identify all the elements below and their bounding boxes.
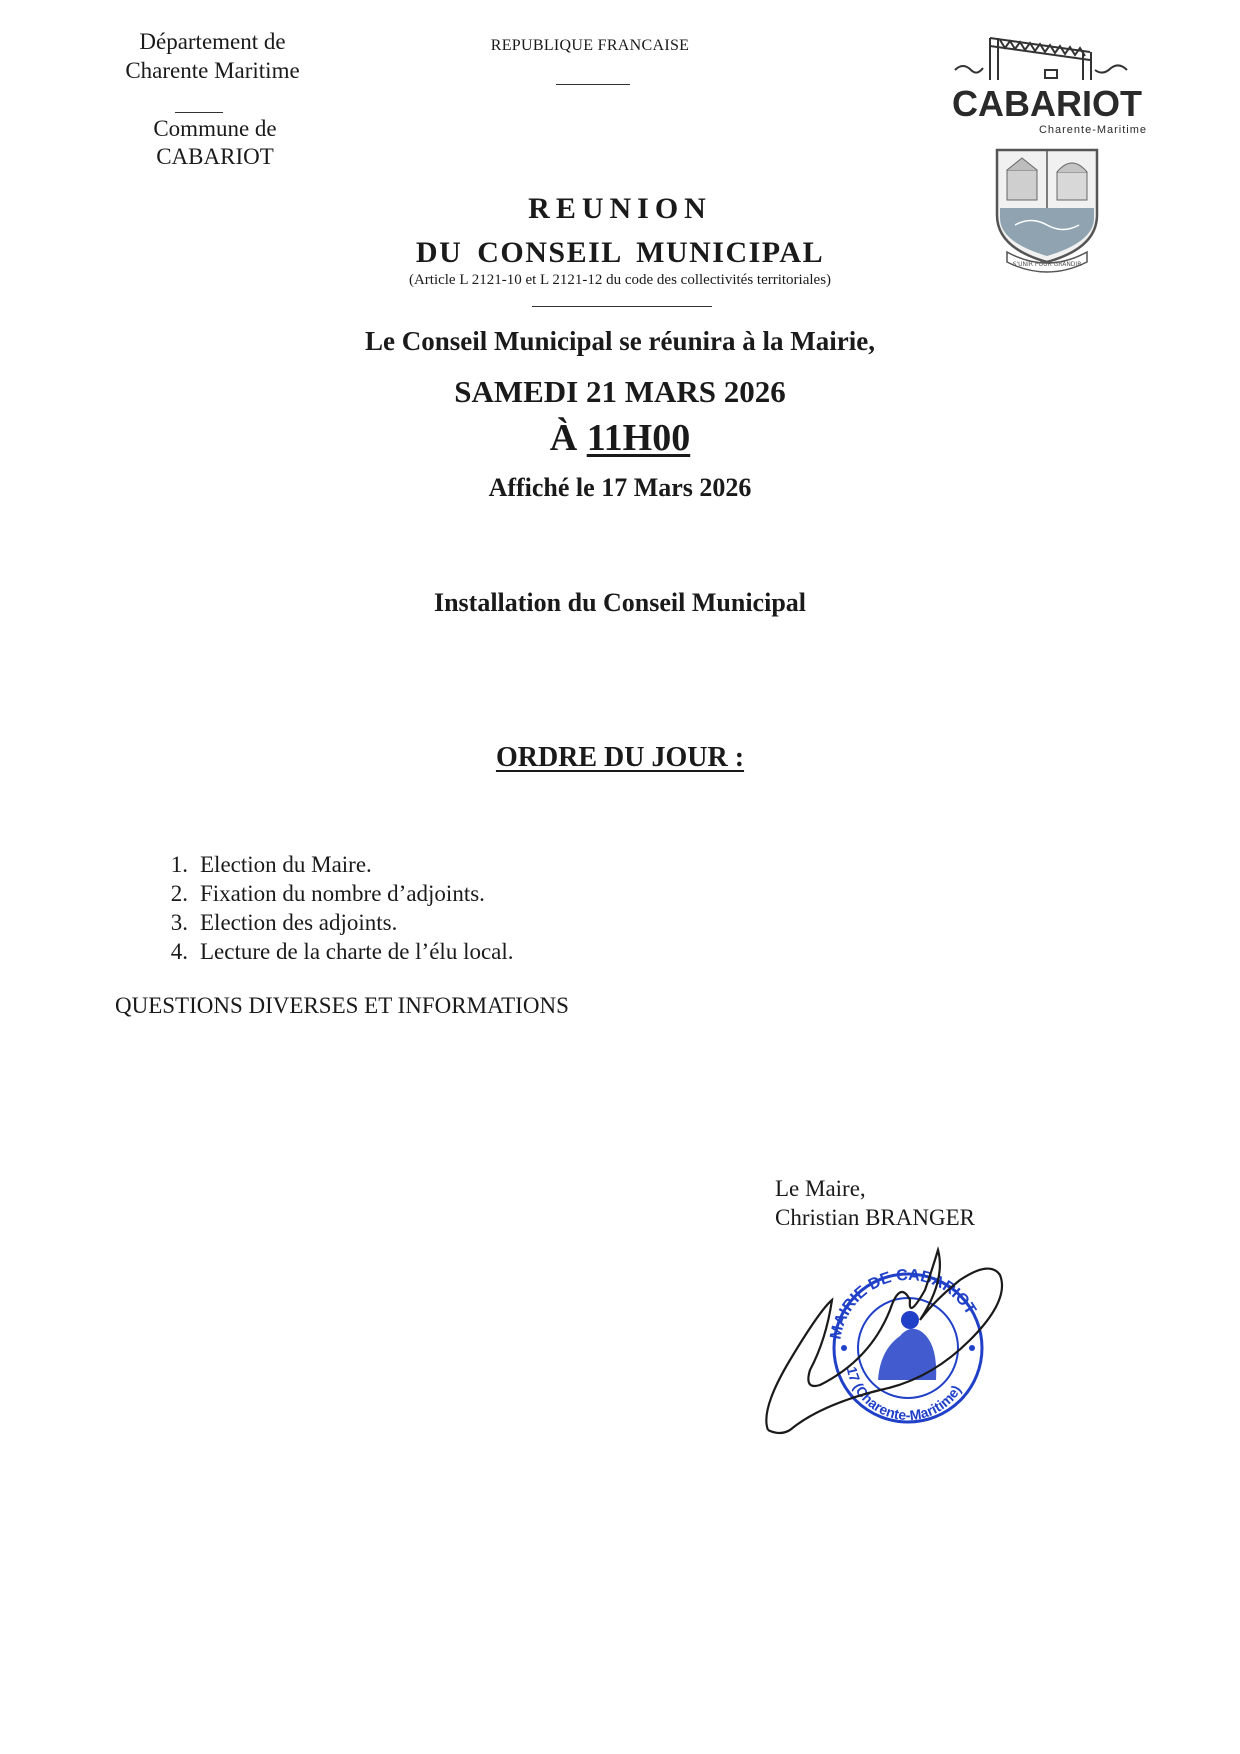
cabariot-logo	[945, 30, 1150, 280]
departement-label	[105, 27, 320, 85]
signatory	[775, 1174, 975, 1232]
agenda-heading: ORDRE DU JOUR :	[495, 742, 745, 773]
commune-label	[110, 115, 320, 171]
coat-of-arms-icon	[997, 150, 1097, 272]
commune-line-1: Commune de	[153, 116, 277, 141]
signatory-name: Christian BRANGER	[775, 1205, 975, 1230]
agenda-item-number: 4.	[170, 939, 188, 964]
article-reference: (Article L 2121-10 et L 2121-12 du code des collectivités territoriales)	[408, 272, 832, 288]
departement-line-1: Département de	[139, 29, 286, 54]
questions-diverses: QUESTIONS DIVERSES ET INFORMATIONS	[115, 993, 569, 1018]
meeting-location: Le Conseil Municipal se réunira à la Mairie,	[365, 326, 875, 356]
agenda-item	[150, 908, 514, 937]
meeting-time	[400, 416, 840, 460]
title-divider	[532, 306, 712, 307]
agenda-item	[150, 879, 514, 908]
commune-line-2: CABARIOT	[156, 144, 274, 169]
agenda-item	[150, 850, 514, 879]
agenda-item-number: 3.	[170, 910, 188, 935]
stamp-text-top: MAIRIE DE CABARIOT	[827, 1266, 979, 1341]
logo-name: CABARIOT	[952, 83, 1142, 124]
meeting-time-value: 11H00	[586, 417, 691, 459]
agenda-item	[150, 937, 514, 966]
posting-date: Affiché le 17 Mars 2026	[488, 473, 752, 502]
stamp-text-bottom: 17 (Charente-Maritime)	[843, 1365, 965, 1424]
logo-motto: S'UNIR POUR GRANDIR	[1012, 261, 1082, 268]
title-reunion: REUNION	[528, 192, 712, 225]
title-conseil-municipal: DU CONSEIL MUNICIPAL	[415, 236, 825, 269]
agenda-item-text: Fixation du nombre d’adjoints.	[200, 881, 485, 906]
republique-label: REPUBLIQUE FRANCAISE	[490, 37, 690, 54]
bridge-icon	[955, 38, 1127, 80]
meeting-time-prefix: À	[549, 417, 587, 459]
installation-heading: Installation du Conseil Municipal	[433, 588, 807, 617]
agenda-item-text: Election des adjoints.	[200, 910, 398, 935]
agenda-item-number: 2.	[170, 881, 188, 906]
mairie-stamp	[760, 1240, 1020, 1440]
signatory-role: Le Maire,	[775, 1176, 866, 1201]
logo-region: Charente-Maritime	[1038, 124, 1148, 136]
agenda-item-text: Lecture de la charte de l’élu local.	[200, 939, 514, 964]
official-seal-icon	[827, 1267, 982, 1423]
agenda-list	[150, 850, 514, 966]
agenda-item-number: 1.	[170, 852, 188, 877]
departement-line-2: Charente Maritime	[125, 58, 300, 83]
meeting-date: SAMEDI 21 MARS 2026	[454, 374, 786, 409]
header-divider-center	[556, 84, 630, 85]
agenda-item-text: Election du Maire.	[200, 852, 372, 877]
header-divider-left	[175, 112, 223, 113]
